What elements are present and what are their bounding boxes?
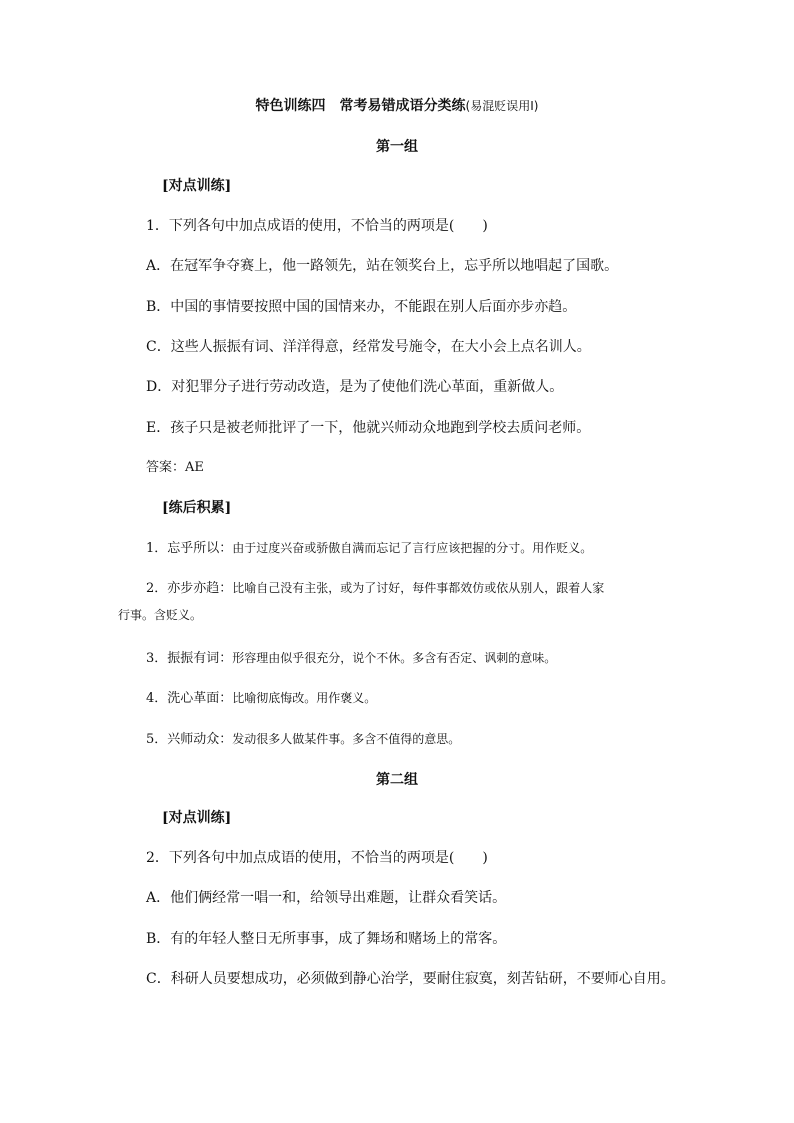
note-term: 5．兴师动众： bbox=[146, 732, 233, 747]
note-term: 4．洗心革面： bbox=[146, 691, 233, 706]
note-item bbox=[146, 729, 460, 750]
note-item bbox=[146, 578, 604, 599]
note-definition: 发动很多人做某件事。多含不值得的意思。 bbox=[232, 732, 461, 746]
group-1-option-e: E．孩子只是被老师批评了一下，他就兴师动众地跑到学校去质问老师。 bbox=[146, 420, 591, 436]
group-2-option-b: B．有的年轻人整日无所事事，成了舞场和赌场上的常客。 bbox=[146, 931, 507, 947]
note-definition: 由于过度兴奋或骄傲自满而忘记了言行应该把握的分寸。用作贬义。 bbox=[232, 541, 593, 555]
group-1-question: 1．下列各句中加点成语的使用，不恰当的两项是( ) bbox=[146, 218, 488, 234]
page-title-main: 特色训练四 常考易错成语分类练 bbox=[255, 98, 466, 114]
group-1-option-b: B．中国的事情要按照中国的国情来办，不能跟在别人后面亦步亦趋。 bbox=[146, 299, 577, 315]
note-definition: 比喻自己没有主张，或为了讨好，每件事都效仿或依从别人，跟着人家 bbox=[232, 581, 605, 595]
group-1-practice-label: [对点训练] bbox=[162, 178, 232, 194]
note-term: 3．振振有词： bbox=[146, 651, 233, 666]
group-2-heading: 第二组 bbox=[376, 772, 418, 788]
note-item bbox=[146, 688, 376, 709]
page-title-subtitle: (易混贬误用Ⅰ) bbox=[465, 99, 539, 113]
group-1-answer: 答案：AE bbox=[146, 460, 204, 475]
note-continuation: 行事。含贬义。 bbox=[118, 608, 203, 622]
note-definition: 形容理由似乎很充分，说个不休。多含有否定、讽刺的意味。 bbox=[232, 651, 557, 665]
note-term: 1．忘乎所以： bbox=[146, 541, 233, 556]
group-1-option-a: A．在冠军争夺赛上，他一路领先，站在领奖台上，忘乎所以地唱起了国歌。 bbox=[146, 258, 619, 274]
group-1-option-d: D．对犯罪分子进行劳动改造，是为了使他们洗心革面，重新做人。 bbox=[146, 379, 564, 395]
group-1-option-c: C．这些人振振有词、洋洋得意，经常发号施令，在大小会上点名训人。 bbox=[146, 339, 591, 355]
note-item bbox=[146, 648, 556, 669]
group-2-option-c: C．科研人员要想成功，必须做到静心治学，要耐住寂寞，刻苦钻研，不要师心自用。 bbox=[146, 971, 675, 987]
group-2-question: 2．下列各句中加点成语的使用，不恰当的两项是( ) bbox=[146, 850, 488, 866]
group-1-accum-label: [练后积累] bbox=[162, 500, 232, 516]
note-term: 2．亦步亦趋： bbox=[146, 581, 233, 596]
note-definition: 比喻彻底悔改。用作褒义。 bbox=[232, 691, 377, 705]
group-1-heading: 第一组 bbox=[376, 139, 418, 155]
note-item bbox=[146, 538, 592, 559]
group-2-practice-label: [对点训练] bbox=[162, 810, 232, 826]
group-2-option-a: A．他们俩经常一唱一和，给领导出难题，让群众看笑话。 bbox=[146, 890, 507, 906]
page-title bbox=[0, 96, 794, 116]
